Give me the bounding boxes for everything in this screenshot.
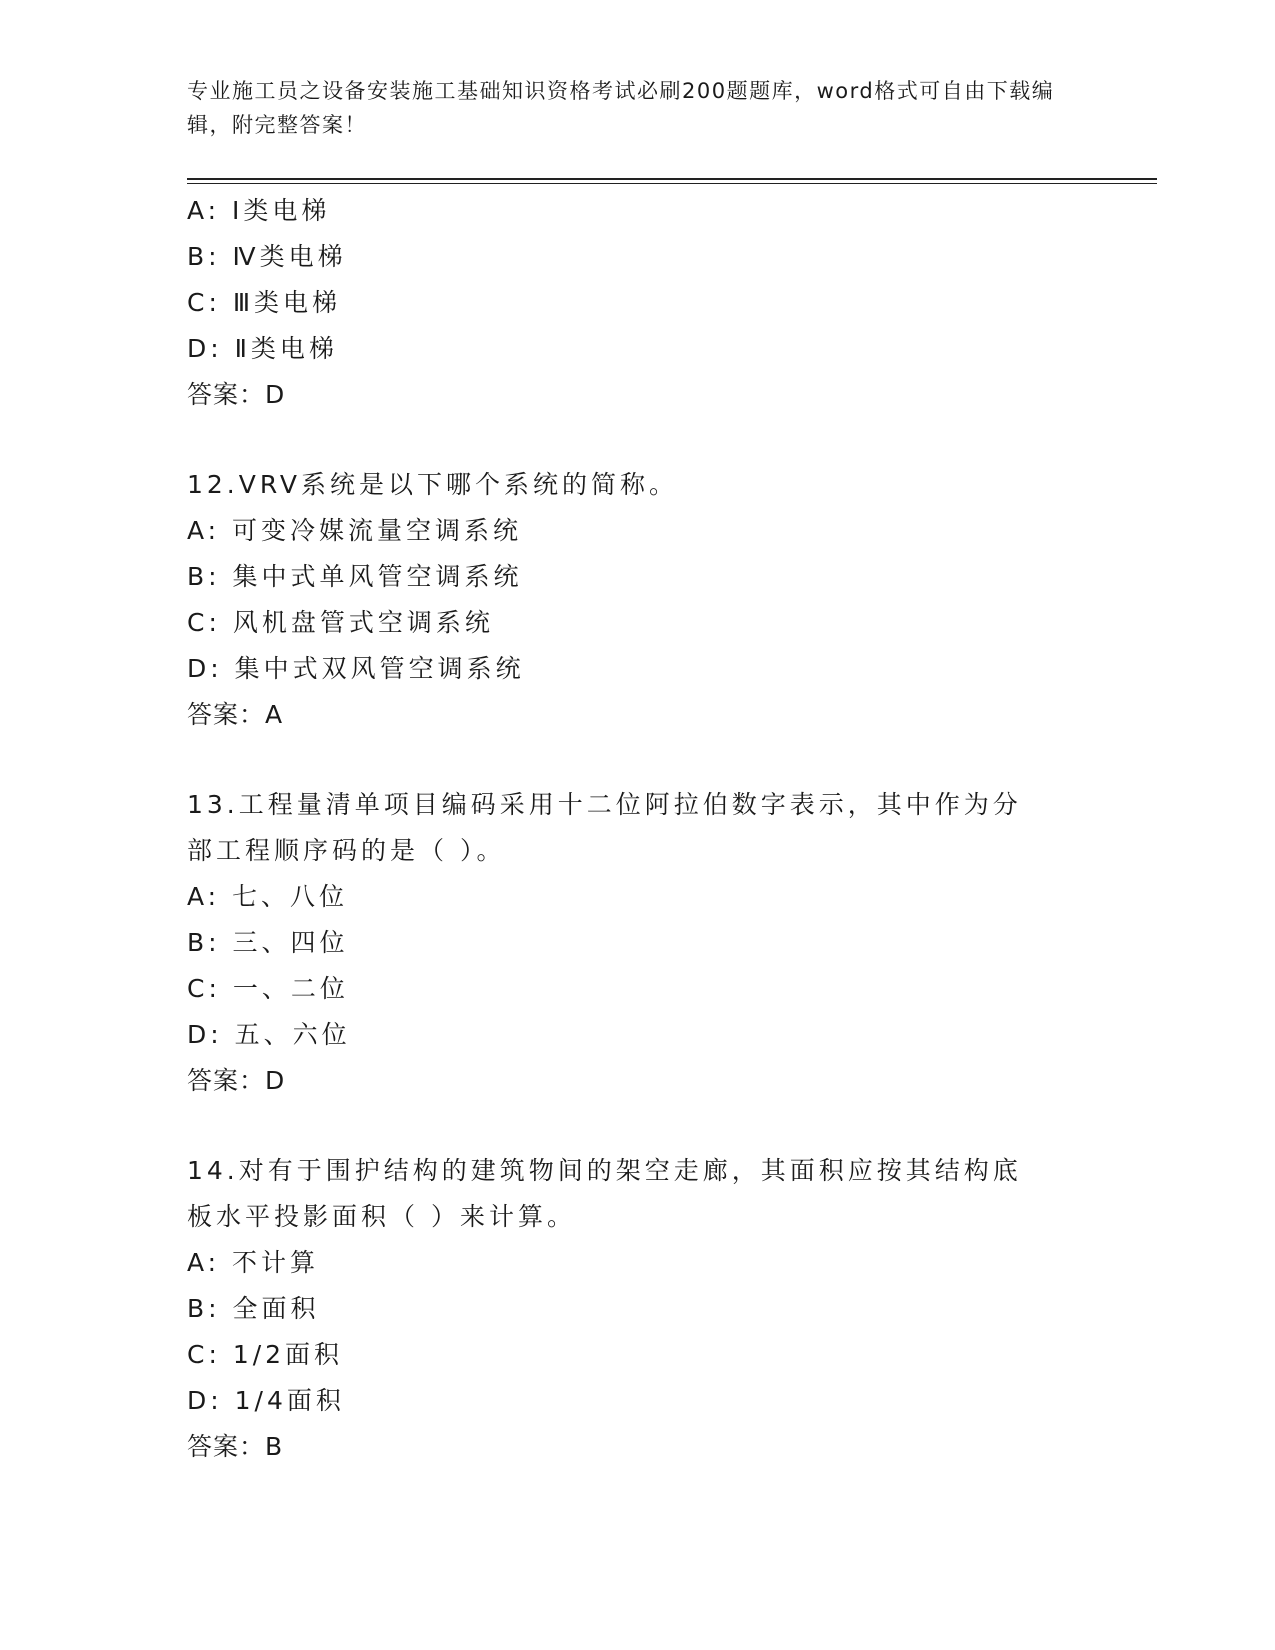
option-a: A: 七、八位 bbox=[187, 882, 349, 911]
header-divider-thin bbox=[187, 183, 1157, 184]
document-header: 专业施工员之设备安装施工基础知识资格考试必刷200题题库，word格式可自由下载编辑，附完整答案！ bbox=[187, 79, 1055, 137]
option-c: C: 风机盘管式空调系统 bbox=[187, 608, 494, 637]
option-c: C: 1/2面积 bbox=[187, 1340, 344, 1369]
question-text: 13.工程量清单项目编码采用十二位阿拉伯数字表示，其中作为分部工程顺序码的是（ ）。 bbox=[187, 790, 1022, 865]
spacer bbox=[187, 738, 1087, 782]
answer-value: D bbox=[265, 380, 286, 409]
answer-line bbox=[187, 372, 1087, 418]
option-c: C: 一、二位 bbox=[187, 974, 349, 1003]
answer-value: B bbox=[265, 1432, 284, 1461]
option-c: C: Ⅲ类电梯 bbox=[187, 288, 342, 317]
option-b: B: 三、四位 bbox=[187, 928, 349, 957]
question-14 bbox=[187, 1148, 1087, 1470]
answer-label: 答案： bbox=[187, 1432, 266, 1461]
answer-value: A bbox=[265, 700, 284, 729]
question-list bbox=[187, 188, 1087, 1470]
answer-line bbox=[187, 1058, 1087, 1104]
option-b: B: 全面积 bbox=[187, 1294, 320, 1323]
answer-line bbox=[187, 692, 1087, 738]
option-b: B: Ⅳ类电梯 bbox=[187, 242, 347, 271]
question-text: 12.VRV系统是以下哪个系统的简称。 bbox=[187, 470, 678, 499]
answer-line bbox=[187, 1424, 1087, 1470]
option-a: A: 不计算 bbox=[187, 1248, 320, 1277]
answer-value: D bbox=[265, 1066, 286, 1095]
option-d: D: 五、六位 bbox=[187, 1020, 351, 1049]
answer-label: 答案： bbox=[187, 700, 266, 729]
option-d: D: 1/4面积 bbox=[187, 1386, 345, 1415]
question-text: 14.对有于围护结构的建筑物间的架空走廊，其面积应按其结构底板水平投影面积（ ）来计算。 bbox=[187, 1156, 1022, 1231]
option-d: D: 集中式双风管空调系统 bbox=[187, 654, 525, 683]
question-11 bbox=[187, 188, 1087, 418]
spacer bbox=[187, 418, 1087, 462]
question-12 bbox=[187, 462, 1087, 738]
answer-label: 答案： bbox=[187, 380, 266, 409]
header-divider-thick bbox=[187, 178, 1157, 180]
option-b: B: 集中式单风管空调系统 bbox=[187, 562, 523, 591]
option-a: A: Ⅰ类电梯 bbox=[187, 196, 331, 225]
question-13 bbox=[187, 782, 1087, 1104]
option-a: A: 可变冷媒流量空调系统 bbox=[187, 516, 523, 545]
option-d: D: Ⅱ类电梯 bbox=[187, 334, 338, 363]
spacer bbox=[187, 1104, 1087, 1148]
answer-label: 答案： bbox=[187, 1066, 266, 1095]
